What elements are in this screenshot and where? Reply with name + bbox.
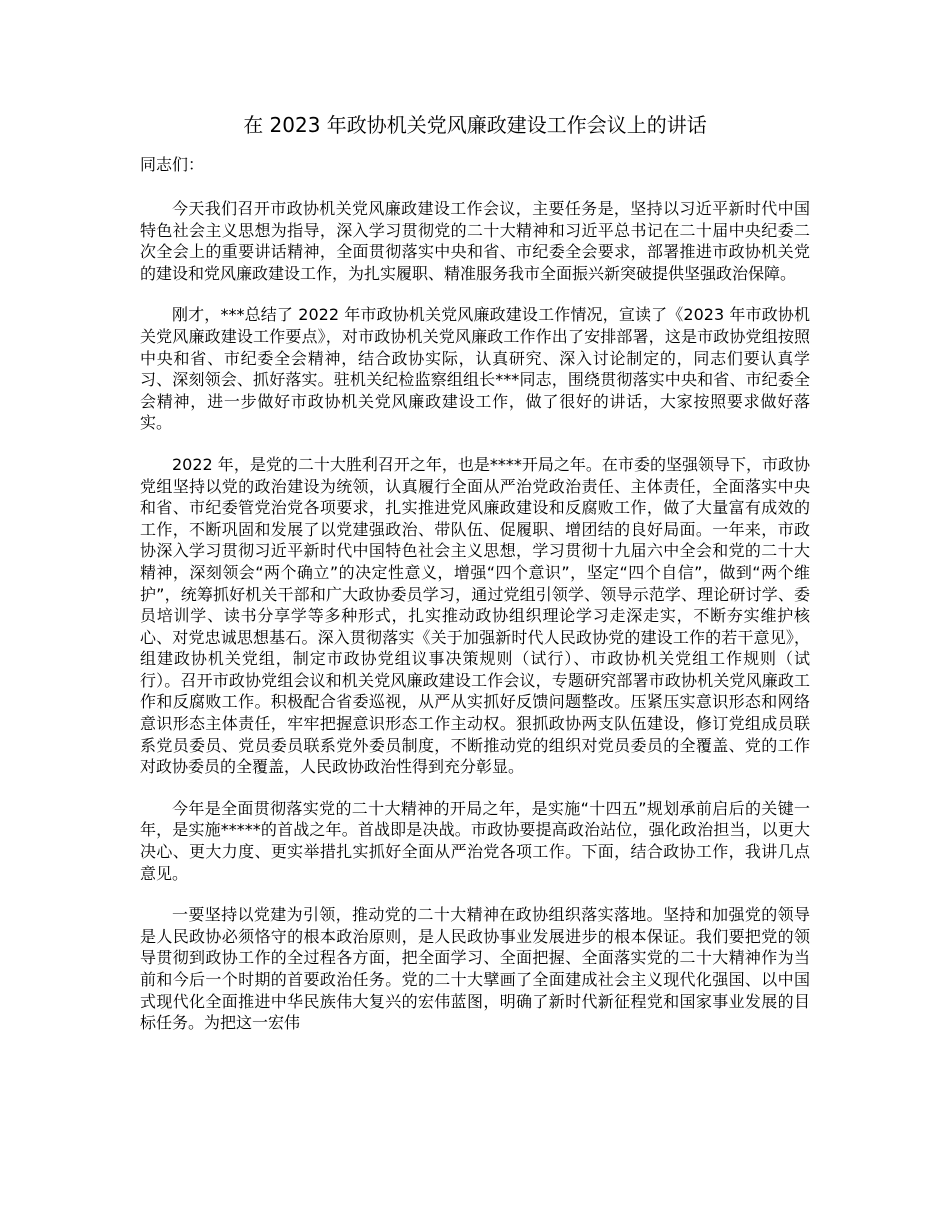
document-page (140, 110, 810, 1054)
salutation: 同志们： (140, 155, 205, 174)
paragraph-4: 今年是全面贯彻落实党的二十大精神的开局之年，是实施“十四五”规划承前启后的关键一年，是实施*****的首战之年。首战即是决战。市政协要提高政治站位，强化政治担当，以更大决心、更大力度、更实举措扎实抓好全面从严治党各项工作。下面，结合政协工作，我讲几点意见。 (140, 798, 810, 883)
document-title: 在 2023 年政协机关党风廉政建设工作会议上的讲话 (243, 113, 707, 137)
paragraph-1: 今天我们召开市政协机关党风廉政建设工作会议，主要任务是，坚持以习近平新时代中国特色社会主义思想为指导，深入学习贯彻党的二十大精神和习近平总书记在二十届中央纪委二次全会上的重要讲话精神，全面贯彻落实中央和省、市纪委全会要求，部署推进市政协机关党的建设和党风廉政建设工作，为扎实履职、精准服务我市全面振兴新突破提供坚强政治保障。 (140, 199, 810, 283)
paragraph-5: 一要坚持以党建为引领，推动党的二十大精神在政协组织落实落地。坚持和加强党的领导是人民政协必须恪守的根本政治原则，是人民政协事业发展进步的根本保证。我们要把党的领导贯彻到政协工作的全过程各方面，把全面学习、全面把握、全面落实党的二十大精神作为当前和今后一个时期的首要政治任务。党的二十大擘画了全面建成社会主义现代化强国、以中国式现代化全面推进中华民族伟大复兴的宏伟蓝图，明确了新时代新征程党和国家事业发展的目标任务。为把这一宏伟 (140, 905, 810, 1033)
paragraph-3: 2022 年，是党的二十大胜利召开之年，也是****开局之年。在市委的坚强领导下，市政协党组坚持以党的政治建设为统领，认真履行全面从严治党政治责任、主体责任，全面落实中央和省、市纪委管党治党各项要求，扎实推进党风廉政建设和反腐败工作，做了大量富有成效的工作，不断巩固和发展了以党建强政治、带队伍、促履职、增团结的良好局面。一年来，市政协深入学习贯彻习近平新时代中国特色社会主义思想，学习贯彻十九届六中全会和党的二十大精神，深刻领会“两个确立”的决定性意义，增强“四个意识”，坚定“四个自信”，做到“两个维护”，统筹抓好机关干部和广大政协委员学习，通过党组引领学、领导示范学、理论研讨学、委员培训学、读书分享学等多种形式，扎实推动政协组织理论学习走深走实，不断夯实维护核心、对党忠诚思想基石。深入贯彻落实《关于加强新时代人民政协党的建设工作的若干意见》，组建政协机关党组，制定市政协党组议事决策规则（试行）、市政协机关党组工作规则（试行）。召开市政协党组会议和机关党风廉政建设工作会议，专题研究部署市政协机关党风廉政工作和反腐败工作。积极配合省委巡视，从严从实抓好反馈问题整改。压紧压实意识形态和网络意识形态主体责任，牢牢把握意识形态工作主动权。狠抓政协两支队伍建设，修订党组成员联系党员委员、党员委员联系党外委员制度，不断推动党的组织对党员委员的全覆盖、党的工作对政协委员的全覆盖，人民政协政治性得到充分彰显。 (140, 454, 810, 777)
paragraph-2: 刚才，***总结了 2022 年市政协机关党风廉政建设工作情况，宣读了《2023 年市政协机关党风廉政建设工作要点》，对市政协机关党风廉政工作作出了安排部署，这是市政协党组按照中央和省、市纪委全会精神，结合政协实际，认真研究、深入讨论制定的，同志们要认真学习、深刻领会、抓好落实。驻机关纪检监察组组长***同志，围绕贯彻落实中央和省、市纪委全会精神，进一步做好市政协机关党风廉政建设工作，做了很好的讲话，大家按照要求做好落实。 (140, 305, 810, 433)
